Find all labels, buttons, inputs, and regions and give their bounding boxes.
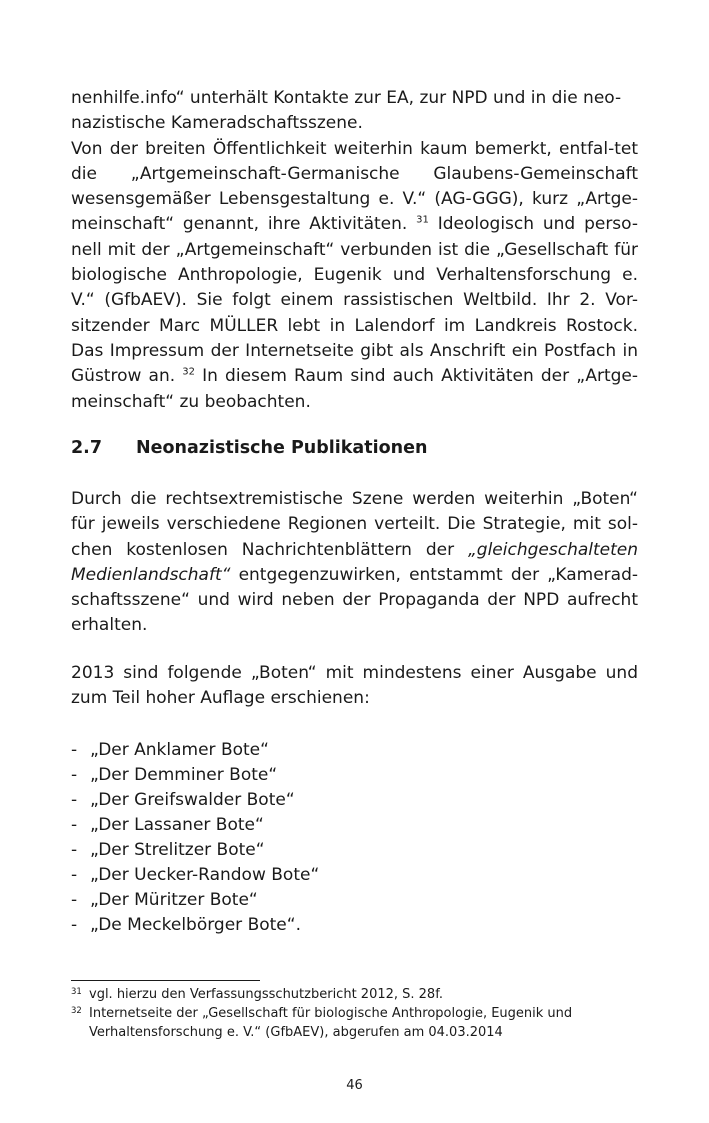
paragraph-1-line-2: nazistische Kameradschaftsszene. xyxy=(71,113,363,134)
list-item: - „Der Demminer Bote“ xyxy=(71,765,278,785)
footnote-separator xyxy=(71,980,260,981)
footnote-text: vgl. hierzu den Verfassungsschutzbericht 2012, S. 28f. xyxy=(89,987,443,1002)
footnote-number: 32 xyxy=(71,1006,82,1016)
paragraph-2-text-c: In diesem Raum sind auch Aktivitäten der „Artge-meinschaft“ zu beobachten. xyxy=(71,366,639,412)
footnote-32 xyxy=(71,1004,638,1042)
paragraph-3-text-b: entgegenzuwirken, entstammt der „Kamerad-schaftsszene“ und wird neben der Propaganda der NPD aufrecht erhalten. xyxy=(71,564,639,636)
paragraph-2-text-b: Ideologisch und perso-nell mit der „Artgemeinschaft“ verbunden ist die „Gesellschaft für biologische Anthropologie, Eugenik und Verhaltensforschung e. V.“ (GfbAEV). Sie folgt einem rassistischen Weltbild. Ihr 2. Vor-sitzender Marc MÜLLER lebt in Lalendorf im Landkreis Rostock. Das Impressum der Internetseite gibt als Anschrift ein Postfach in Güstrow an. xyxy=(71,214,639,387)
paragraph-1 xyxy=(71,86,638,137)
list-item: - „Der Strelitzer Bote“ xyxy=(71,840,265,860)
paragraph-2-text-a: Von der breiten Öffentlichkeit weiterhin kaum bemerkt, entfal-tet die „Artgemeinschaft-Germanische Glaubens-Gemeinschaft wesensgemäßer Lebensgestaltung e. V.“ (AG-GGG), kurz „Artge-meinschaft“ genannt, ihre Aktivitäten. xyxy=(71,138,638,235)
body-text-top xyxy=(71,86,638,415)
list-item: - „Der Lassaner Bote“ xyxy=(71,815,264,835)
list-item: - „De Meckelbörger Bote“. xyxy=(71,915,301,935)
footnote-ref-31[interactable]: 31 xyxy=(416,214,429,226)
footnote-ref-32[interactable]: 32 xyxy=(182,366,195,378)
paragraph-3-italic: „gleichgeschalteten Medienlandschaft“ xyxy=(71,539,639,585)
section-title: Neonazistische Publikationen xyxy=(136,438,428,458)
paragraph-3-text-a: Durch die rechtsextremistische Szene werden weiterhin „Boten“ für jeweils verschiedene Regionen verteilt. Die Strategie, mit sol-chen kostenlosen Nachrichtenblättern der xyxy=(71,489,638,560)
list-item: - „Der Müritzer Bote“ xyxy=(71,890,258,910)
list-item: - „Der Anklamer Bote“ xyxy=(71,740,269,760)
footnotes xyxy=(71,985,638,1042)
footnote-text: Internetseite der „Gesellschaft für biologische Anthropologie, Eugenik und Verhaltensforschung e. V.“ (GfbAEV), abgerufen am 04.03.2014 xyxy=(89,1006,573,1040)
body-text-publications xyxy=(71,487,638,639)
paragraph-1-line-1: nenhilfe.info“ unterhält Kontakte zur EA, zur NPD und in die neo- xyxy=(71,88,622,108)
section-heading xyxy=(71,438,427,458)
paragraph-2 xyxy=(71,137,638,415)
list-item: - „Der Uecker-Randow Bote“ xyxy=(71,865,320,885)
body-text-list-intro xyxy=(71,661,638,712)
footnote-number: 31 xyxy=(71,987,82,997)
paragraph-3 xyxy=(71,487,638,639)
page-number: 46 xyxy=(346,1078,363,1093)
section-number: 2.7 xyxy=(71,438,103,458)
boten-list xyxy=(71,738,319,938)
list-item: - „Der Greifswalder Bote“ xyxy=(71,790,295,810)
footnote-31 xyxy=(71,985,638,1004)
paragraph-4: 2013 sind folgende „Boten“ mit mindestens einer Ausgabe und zum Teil hoher Auflage erschienen: xyxy=(71,663,638,709)
